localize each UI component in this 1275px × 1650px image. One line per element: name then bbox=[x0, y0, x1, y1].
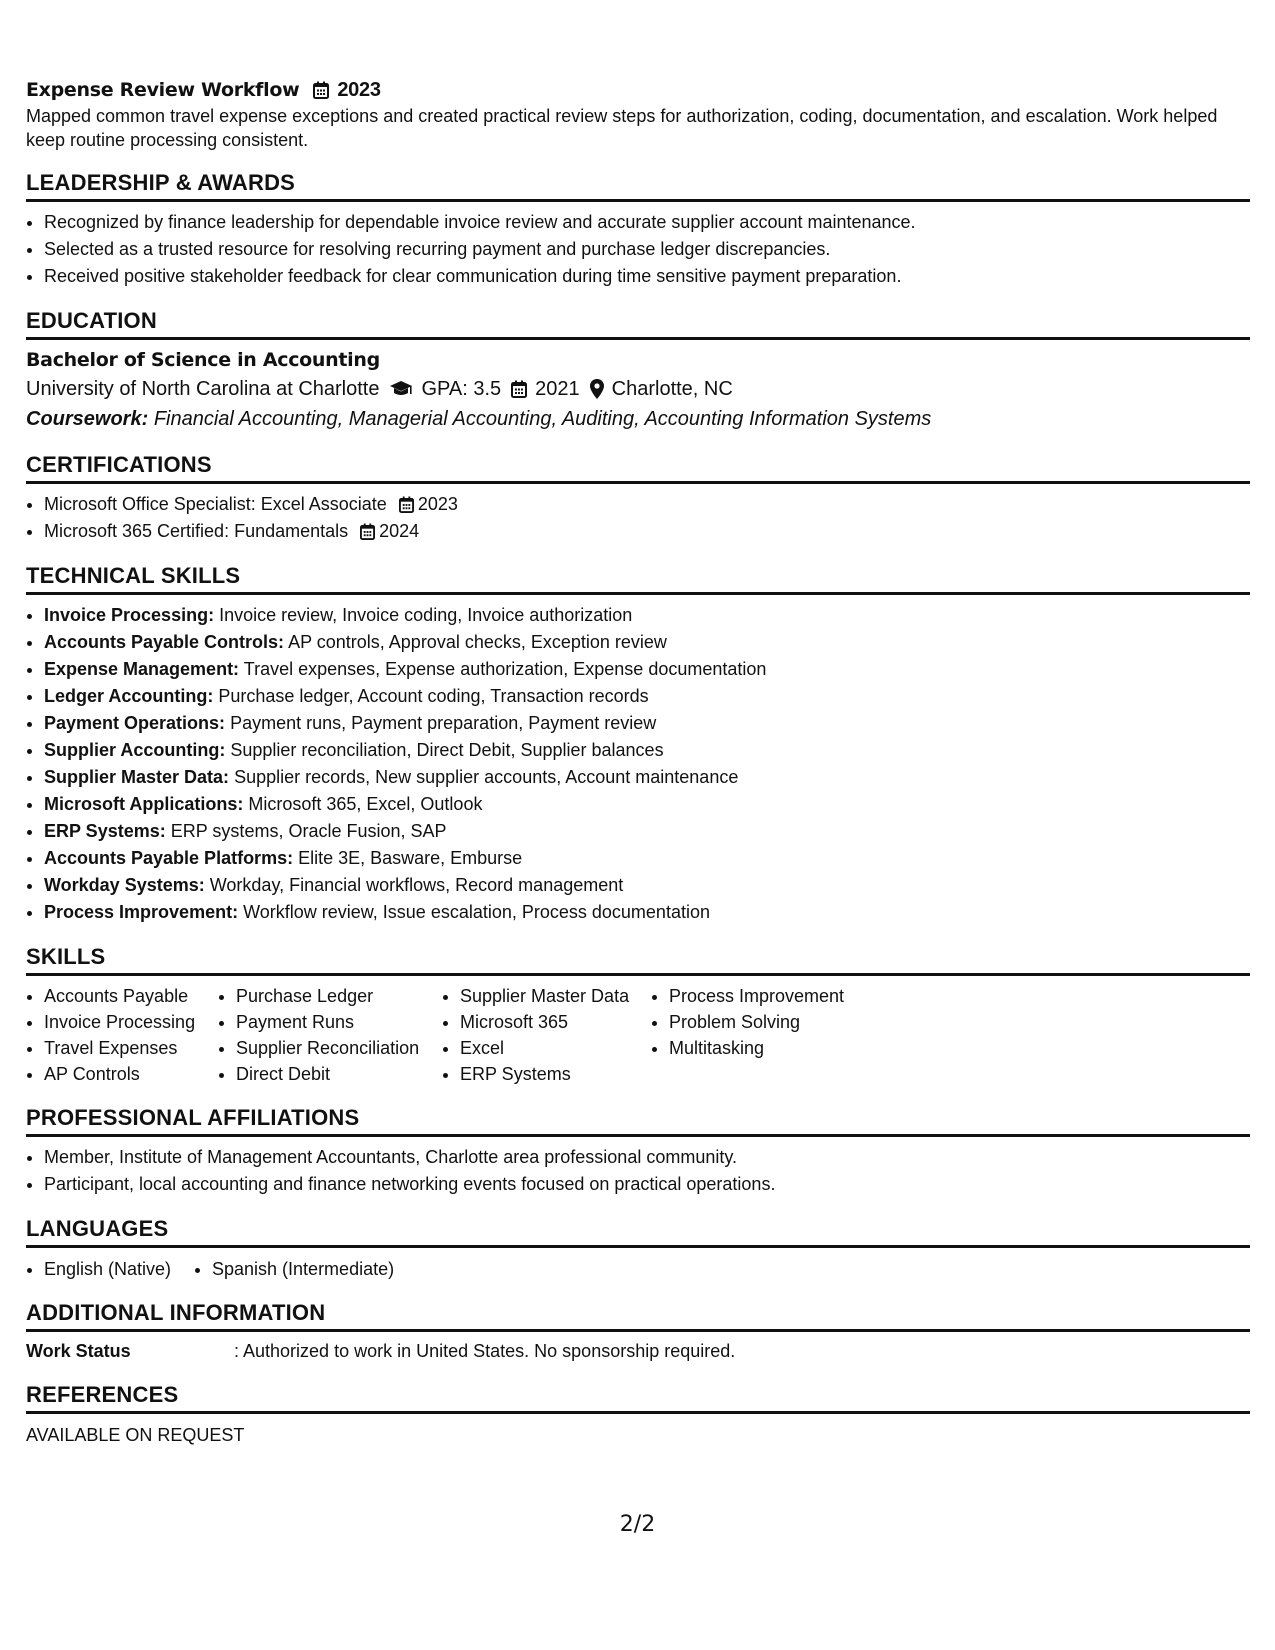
calendar-icon bbox=[511, 380, 527, 398]
references-heading: REFERENCES bbox=[26, 1382, 1250, 1414]
skill-category: Supplier Master Data: bbox=[44, 767, 230, 787]
skill-values: Purchase ledger, Account coding, Transaction records bbox=[218, 686, 649, 706]
list-item bbox=[44, 845, 1250, 872]
list-item: • ERP Systems bbox=[460, 1061, 651, 1087]
coursework bbox=[26, 404, 1250, 434]
skill-category: Workday Systems: bbox=[44, 875, 205, 895]
skill-values: ERP systems, Oracle Fusion, SAP bbox=[170, 821, 447, 841]
list-item: • Member, Institute of Management Accountants, Charlotte area professional community. bbox=[44, 1144, 1250, 1171]
list-item bbox=[44, 491, 1250, 518]
skills-column bbox=[218, 983, 442, 1087]
list-item: • Process Improvement bbox=[669, 983, 889, 1009]
list-item: • Purchase Ledger bbox=[236, 983, 442, 1009]
languages-list bbox=[26, 1256, 1250, 1282]
skill-category: Expense Management: bbox=[44, 659, 240, 679]
skill-values: Payment runs, Payment preparation, Payment review bbox=[230, 713, 657, 733]
project-entry bbox=[26, 78, 1250, 152]
skill-category: Supplier Accounting: bbox=[44, 740, 226, 760]
certification-name: • Microsoft Office Specialist: Excel Associate bbox=[44, 494, 387, 514]
project-title-row bbox=[26, 78, 1250, 102]
list-item: • Excel bbox=[460, 1035, 651, 1061]
affiliations-heading: PROFESSIONAL AFFILIATIONS bbox=[26, 1105, 1250, 1137]
graduation-cap-icon bbox=[389, 380, 413, 398]
languages-section bbox=[26, 1216, 1250, 1282]
skill-category: Invoice Processing: bbox=[44, 605, 215, 625]
certification-year: 2024 bbox=[379, 521, 420, 541]
certifications-section bbox=[26, 452, 1250, 545]
certification-name: • Microsoft 365 Certified: Fundamentals bbox=[44, 521, 349, 541]
technical-skills-list bbox=[26, 602, 1250, 926]
leadership-section bbox=[26, 170, 1250, 290]
list-item: • Selected as a trusted resource for resolving recurring payment and purchase ledger discrepancies. bbox=[44, 236, 1250, 263]
languages-heading: LANGUAGES bbox=[26, 1216, 1250, 1248]
work-status-row bbox=[26, 1338, 1250, 1364]
skill-category: Accounts Payable Controls: bbox=[44, 632, 285, 652]
skill-category: Process Improvement: bbox=[44, 902, 239, 922]
education-section bbox=[26, 308, 1250, 434]
list-item: • Travel Expenses bbox=[44, 1035, 218, 1061]
skill-values: Microsoft 365, Excel, Outlook bbox=[248, 794, 483, 814]
list-item: • English (Native) bbox=[44, 1256, 194, 1282]
list-item bbox=[44, 737, 1250, 764]
coursework-list: Financial Accounting, Managerial Accounting, Auditing, Accounting Information Systems bbox=[153, 408, 932, 430]
skills-grid bbox=[26, 983, 1250, 1087]
skills-column bbox=[651, 983, 889, 1087]
affiliations-section bbox=[26, 1105, 1250, 1198]
technical-skills-heading: TECHNICAL SKILLS bbox=[26, 563, 1250, 595]
affiliations-list bbox=[26, 1144, 1250, 1198]
skill-category: ERP Systems: bbox=[44, 821, 166, 841]
additional-info-section bbox=[26, 1300, 1250, 1364]
coursework-label: Coursework: bbox=[26, 408, 149, 430]
skill-category: Ledger Accounting: bbox=[44, 686, 214, 706]
references-section bbox=[26, 1382, 1250, 1448]
project-title: Expense Review Workflow bbox=[26, 79, 300, 101]
list-item bbox=[44, 602, 1250, 629]
school-location: Charlotte, NC bbox=[611, 378, 733, 400]
work-status-value: : Authorized to work in United States. No sponsorship required. bbox=[234, 1341, 736, 1361]
list-item bbox=[44, 872, 1250, 899]
list-item: • Invoice Processing bbox=[44, 1009, 218, 1035]
school-name: University of North Carolina at Charlotte bbox=[26, 378, 380, 400]
skill-values: Workflow review, Issue escalation, Process documentation bbox=[243, 902, 710, 922]
skill-values: Supplier records, New supplier accounts, Account maintenance bbox=[234, 767, 739, 787]
list-item: • Problem Solving bbox=[669, 1009, 889, 1035]
list-item: • Microsoft 365 bbox=[460, 1009, 651, 1035]
skill-category: Payment Operations: bbox=[44, 713, 226, 733]
calendar-icon bbox=[313, 81, 329, 99]
skills-section bbox=[26, 944, 1250, 1087]
education-heading: EDUCATION bbox=[26, 308, 1250, 340]
certifications-list bbox=[26, 491, 1250, 545]
skill-values: Travel expenses, Expense authorization, Expense documentation bbox=[243, 659, 767, 679]
list-item bbox=[44, 656, 1250, 683]
list-item bbox=[44, 818, 1250, 845]
project-year: 2023 bbox=[337, 79, 381, 101]
education-details bbox=[26, 374, 1250, 404]
list-item: • Multitasking bbox=[669, 1035, 889, 1061]
list-item bbox=[44, 710, 1250, 737]
skill-values: Supplier reconciliation, Direct Debit, Supplier balances bbox=[230, 740, 664, 760]
list-item bbox=[44, 683, 1250, 710]
calendar-icon bbox=[360, 523, 375, 540]
work-status-label: Work Status bbox=[26, 1341, 131, 1361]
map-pin-icon bbox=[590, 379, 604, 399]
list-item bbox=[44, 791, 1250, 818]
certifications-heading: CERTIFICATIONS bbox=[26, 452, 1250, 484]
leadership-list bbox=[26, 209, 1250, 290]
list-item: • Recognized by finance leadership for dependable invoice review and accurate supplier account maintenance. bbox=[44, 209, 1250, 236]
gpa: GPA: 3.5 bbox=[421, 378, 502, 400]
list-item bbox=[44, 899, 1250, 926]
list-item: • Received positive stakeholder feedback for clear communication during time sensitive payment preparation. bbox=[44, 263, 1250, 290]
technical-skills-section bbox=[26, 563, 1250, 926]
skills-heading: SKILLS bbox=[26, 944, 1250, 976]
list-item bbox=[44, 518, 1250, 545]
list-item: • Supplier Master Data bbox=[460, 983, 651, 1009]
skill-category: Accounts Payable Platforms: bbox=[44, 848, 294, 868]
additional-info-heading: ADDITIONAL INFORMATION bbox=[26, 1300, 1250, 1332]
list-item bbox=[44, 764, 1250, 791]
skills-column bbox=[442, 983, 651, 1087]
list-item: • Direct Debit bbox=[236, 1061, 442, 1087]
leadership-heading: LEADERSHIP & AWARDS bbox=[26, 170, 1250, 202]
graduation-year: 2021 bbox=[535, 378, 580, 400]
list-item: • Accounts Payable bbox=[44, 983, 218, 1009]
skill-category: Microsoft Applications: bbox=[44, 794, 244, 814]
list-item bbox=[44, 629, 1250, 656]
skill-values: AP controls, Approval checks, Exception review bbox=[288, 632, 667, 652]
skill-values: Elite 3E, Basware, Emburse bbox=[298, 848, 523, 868]
degree-title: Bachelor of Science in Accounting bbox=[26, 349, 380, 371]
skills-column bbox=[26, 983, 218, 1087]
page-number: 2/2 bbox=[619, 1512, 656, 1537]
list-item: • Spanish (Intermediate) bbox=[212, 1256, 394, 1282]
certification-year: 2023 bbox=[417, 494, 458, 514]
list-item: • Payment Runs bbox=[236, 1009, 442, 1035]
list-item: • Participant, local accounting and finance networking events focused on practical operations. bbox=[44, 1171, 1250, 1198]
calendar-icon bbox=[399, 496, 414, 513]
skill-values: Workday, Financial workflows, Record management bbox=[209, 875, 624, 895]
list-item: • Supplier Reconciliation bbox=[236, 1035, 442, 1061]
project-description: Mapped common travel expense exceptions and created practical review steps for authorization, coding, documentation, and escalation. Work helped keep routine processing consistent. bbox=[26, 106, 1218, 150]
references-text: AVAILABLE ON REQUEST bbox=[26, 1425, 245, 1445]
skill-values: Invoice review, Invoice coding, Invoice authorization bbox=[219, 605, 633, 625]
list-item: • AP Controls bbox=[44, 1061, 218, 1087]
resume-page bbox=[26, 78, 1250, 1448]
